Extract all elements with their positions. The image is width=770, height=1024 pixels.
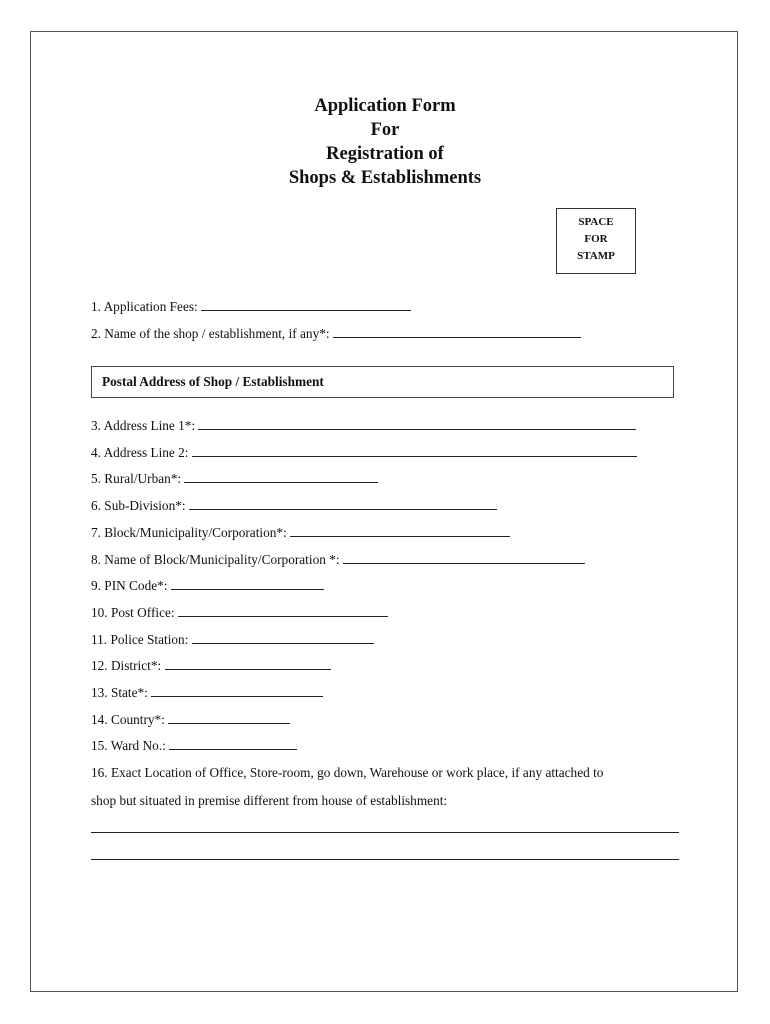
post-office-blank[interactable] [178,604,388,617]
field-state [91,684,323,701]
field-label: 10. Post Office: [91,605,175,620]
sub-division-blank[interactable] [189,497,497,510]
field-shop-name [91,325,581,342]
field-label: 13. State*: [91,685,148,700]
field-police-station [91,631,374,648]
stamp-line-1: SPACE [578,216,614,228]
block-name-blank[interactable] [343,551,585,564]
field-label: 14. Country*: [91,712,165,727]
field-district [91,657,331,674]
title-line-2: For [370,120,400,140]
field-sub-division [91,497,497,514]
postal-address-heading: Postal Address of Shop / Establishment [102,374,324,389]
field-label: 6. Sub-Division*: [91,498,186,513]
title-line-3: Registration of [326,144,444,164]
field-pin-code [91,577,324,594]
field-country [91,711,290,728]
field-ward-no [91,737,297,754]
location-text-line-2: shop but situated in premise different from house of establishment: [91,793,448,808]
field-label: 7. Block/Municipality/Corporation*: [91,525,287,540]
stamp-line-3: STAMP [577,250,615,262]
state-blank[interactable] [151,684,323,697]
police-station-blank[interactable] [192,631,374,644]
field-label: 3. Address Line 1*: [91,418,196,433]
stamp-box [556,208,636,274]
field-address-line-1 [91,417,636,434]
field-label: 8. Name of Block/Municipality/Corporation *: [91,552,340,567]
field-label: 9. PIN Code*: [91,578,168,593]
stamp-line-2: FOR [584,233,608,245]
field-address-line-2 [91,444,637,461]
district-blank[interactable] [165,657,331,670]
field-label: 11. Police Station: [91,632,189,647]
field-application-fees [91,298,411,315]
form-title [0,94,770,190]
field-label: 1. Application Fees: [91,299,198,314]
rural-urban-blank[interactable] [184,470,378,483]
field-post-office [91,604,388,621]
pin-code-blank[interactable] [171,577,324,590]
country-blank[interactable] [168,711,290,724]
location-text-line-1: 16. Exact Location of Office, Store-room, go down, Warehouse or work place, if any attached to [91,765,604,780]
address-line-1-blank[interactable] [198,417,636,430]
field-label: 5. Rural/Urban*: [91,471,182,486]
field-label: 4. Address Line 2: [91,445,189,460]
postal-address-section [91,366,674,398]
location-answer-line-2[interactable] [91,859,679,860]
title-line-1: Application Form [314,96,456,116]
field-label: 12. District*: [91,658,162,673]
block-municipality-blank[interactable] [290,524,510,537]
title-line-4: Shops & Establishments [288,168,482,188]
application-fees-blank[interactable] [201,298,411,311]
field-block-municipality [91,524,510,541]
shop-name-blank[interactable] [333,325,581,338]
field-label: 15. Ward No.: [91,738,166,753]
field-block-name [91,551,585,568]
ward-no-blank[interactable] [169,737,297,750]
location-answer-line-1[interactable] [91,832,679,833]
address-line-2-blank[interactable] [192,444,637,457]
field-rural-urban [91,470,378,487]
field-label: 2. Name of the shop / establishment, if any*: [91,326,330,341]
